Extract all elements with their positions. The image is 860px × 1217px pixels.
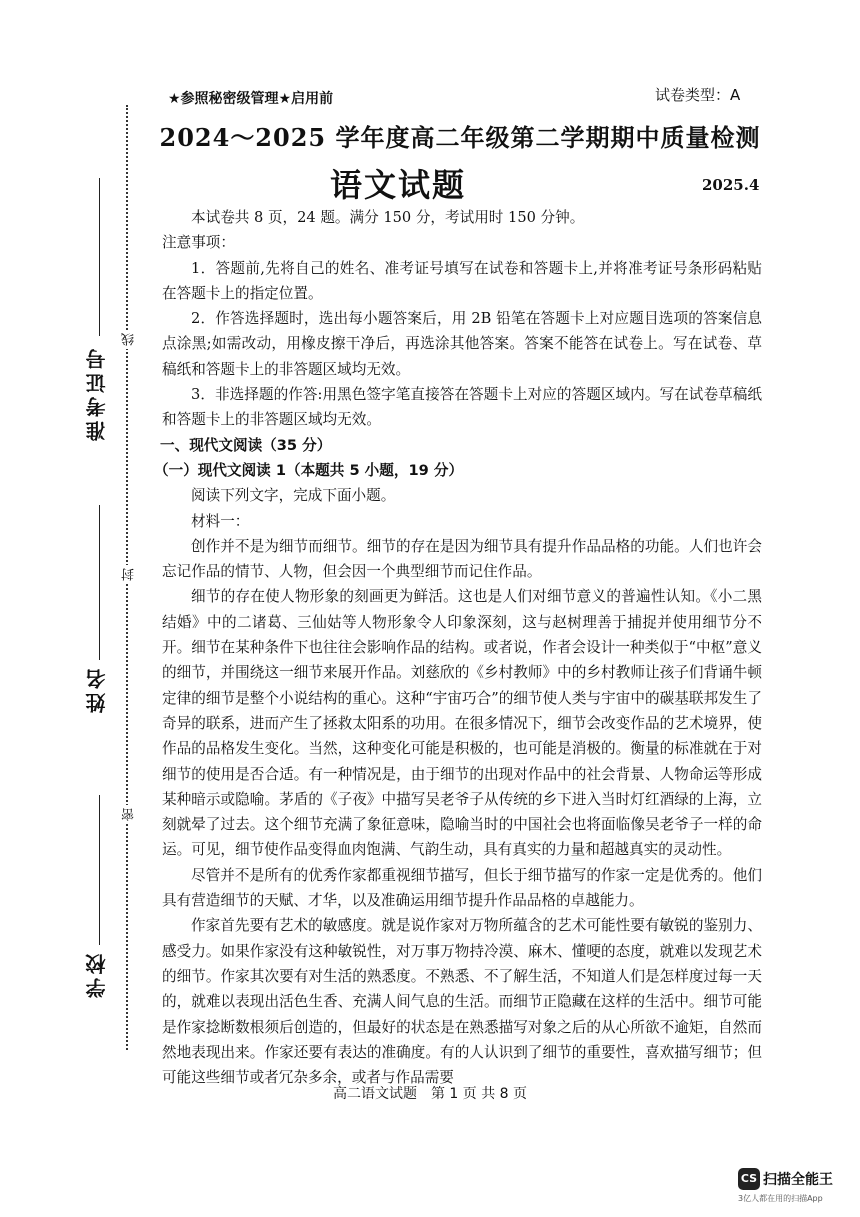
- confidential-notice: ★参照秘密级管理★启用前: [168, 91, 334, 107]
- page-footer: 高二语文试题 第 1 页 共 8 页: [332, 1086, 528, 1102]
- material-label: 材料一：: [191, 512, 250, 530]
- scanner-name: 扫描全能王: [763, 1172, 833, 1188]
- notice-item-3: 3．非选择题的作答:用黑色签字笔直接答在答题卡上对应的答题区域内。写在试卷草稿纸和答题卡上的非答题区域均无效。: [162, 386, 762, 429]
- name-line: [99, 505, 100, 660]
- body-paragraph: 细节的存在使人物形象的刻画更为鲜活。这也是人们对细节意义的普遍性认知。《小二黑结婚》中的二诸葛、三仙姑等人物形象令人印象深刻，这与赵树理善于捕捉并使用细节分不开。细节在某种条件下也往往会影响作品的结构。或者说，作者会设计一种类似于“中枢”意义的细节，并围绕这一细节来展开作品。刘慈欣的《乡村教师》中的乡村教师让孩子们背诵牛顿定律的细节是整个小说结构的重心。这种“宇宙巧合”的细节使人类与宇宙中的碳基联邦发生了奇异的联系，进而产生了拯救太阳系的功用。在很多情况下，细节会改变作品的艺术境界，使作品的品格发生变化。当然，这种变化可能是积极的，也可能是消极的。衡量的标准就在于对细节的使用是否合适。有一种情况是，由于细节的出现对作品中的社会背景、人物命运等形成某种暗示或隐喻。茅盾的《子夜》中描写吴老爷子从传统的乡下进入当时灯红酒绿的上海，立刻就晕了过去。这个细节充满了象征意味，隐喻当时的中国社会也将面临像吴老爷子一样的命运。可见，细节使作品变得血肉饱满、气韵生动，具有真实的力量和超越真实的灵动性。: [162, 588, 762, 859]
- school-line: [99, 795, 100, 945]
- scanner-logo-icon: CS: [738, 1168, 760, 1190]
- body-paragraph: 作家首先要有艺术的敏感度。就是说作家对万物所蕴含的艺术可能性要有敏锐的鉴别力、感受力。如果作家没有这种敏锐性，对万事万物持冷漠、麻木、懂哽的态度，就难以发现艺术的细节。作家其次要有对生活的熟悉度。不熟悉、不了解生活，不知道人们是怎样度过每一天的，就难以表现出活色生香、充满人间气息的生活。而细节正隐藏在这样的生活中。细节可能是作家捻断数根须后创造的，但最好的状态是在熟悉描写对象之后的从心所欲不逾矩，自然而然地表现出来。作家还要有表达的准确度。有的人认识到了细节的重要性，喜欢描写细节；但可能这些细节或者冗杂多余，或者与作品需要: [162, 917, 762, 1087]
- section-heading: 一、现代文阅读（35 分）: [160, 436, 332, 454]
- name-label: 姓名: [85, 665, 109, 713]
- school-label: 学校: [85, 950, 109, 998]
- subject-title: 语文试题: [330, 166, 467, 204]
- exam-title: 2024～2025 学年度高二年级第二学期期中质量检测: [159, 123, 761, 152]
- body-paragraph: 创作并不是为细节而细节。细节的存在是因为细节具有提升作品品格的功能。人们也许会忘记作品的情节、人物，但会因一个典型细节而记住作品。: [162, 537, 762, 581]
- body-paragraph: 尽管并不是所有的优秀作家都重视细节描写，但长于细节描写的作家一定是优秀的。他们具有营造细节的天赋、才华，以及准确运用细节提升作品品格的卓越能力。: [162, 866, 762, 910]
- exam-date: 2025.4: [702, 176, 760, 194]
- scanner-tagline: 3亿人都在用的扫描App: [738, 1194, 823, 1203]
- seal-char-seal: 封: [120, 565, 139, 584]
- document-body: [154, 205, 762, 1090]
- scanner-watermark: [738, 1168, 833, 1204]
- exam-id-label: 准考证号: [85, 345, 109, 441]
- paper-type: 试卷类型：A: [655, 86, 741, 104]
- exam-id-line: [99, 178, 100, 336]
- notice-item-1: 1．答题前,先将自己的姓名、准考证号填写在试卷和答题卡上,并将准考证号条形码粘贴在答题卡上的指定位置。: [162, 259, 762, 302]
- intro-line: 本试卷共 8 页，24 题。满分 150 分，考试用时 150 分钟。: [191, 209, 585, 226]
- notice-heading: 注意事项：: [162, 234, 235, 252]
- seal-char-line: 线: [120, 330, 139, 349]
- subsection-heading: （一）现代文阅读 1（本题共 5 小题，19 分）: [154, 461, 464, 479]
- reading-instruction: 阅读下列文字，完成下面小题。: [191, 487, 396, 505]
- seal-char-secret: 密: [120, 805, 139, 824]
- notice-item-2: 2．作答选择题时，选出每小题答案后，用 2B 铅笔在答题卡上对应题目选项的答案信息点涂黑;如需改动，用橡皮擦干净后，再选涂其他答案。答案不能答在试卷上。写在试卷、草稿纸和答题卡上的非答题区域均无效。: [162, 310, 762, 378]
